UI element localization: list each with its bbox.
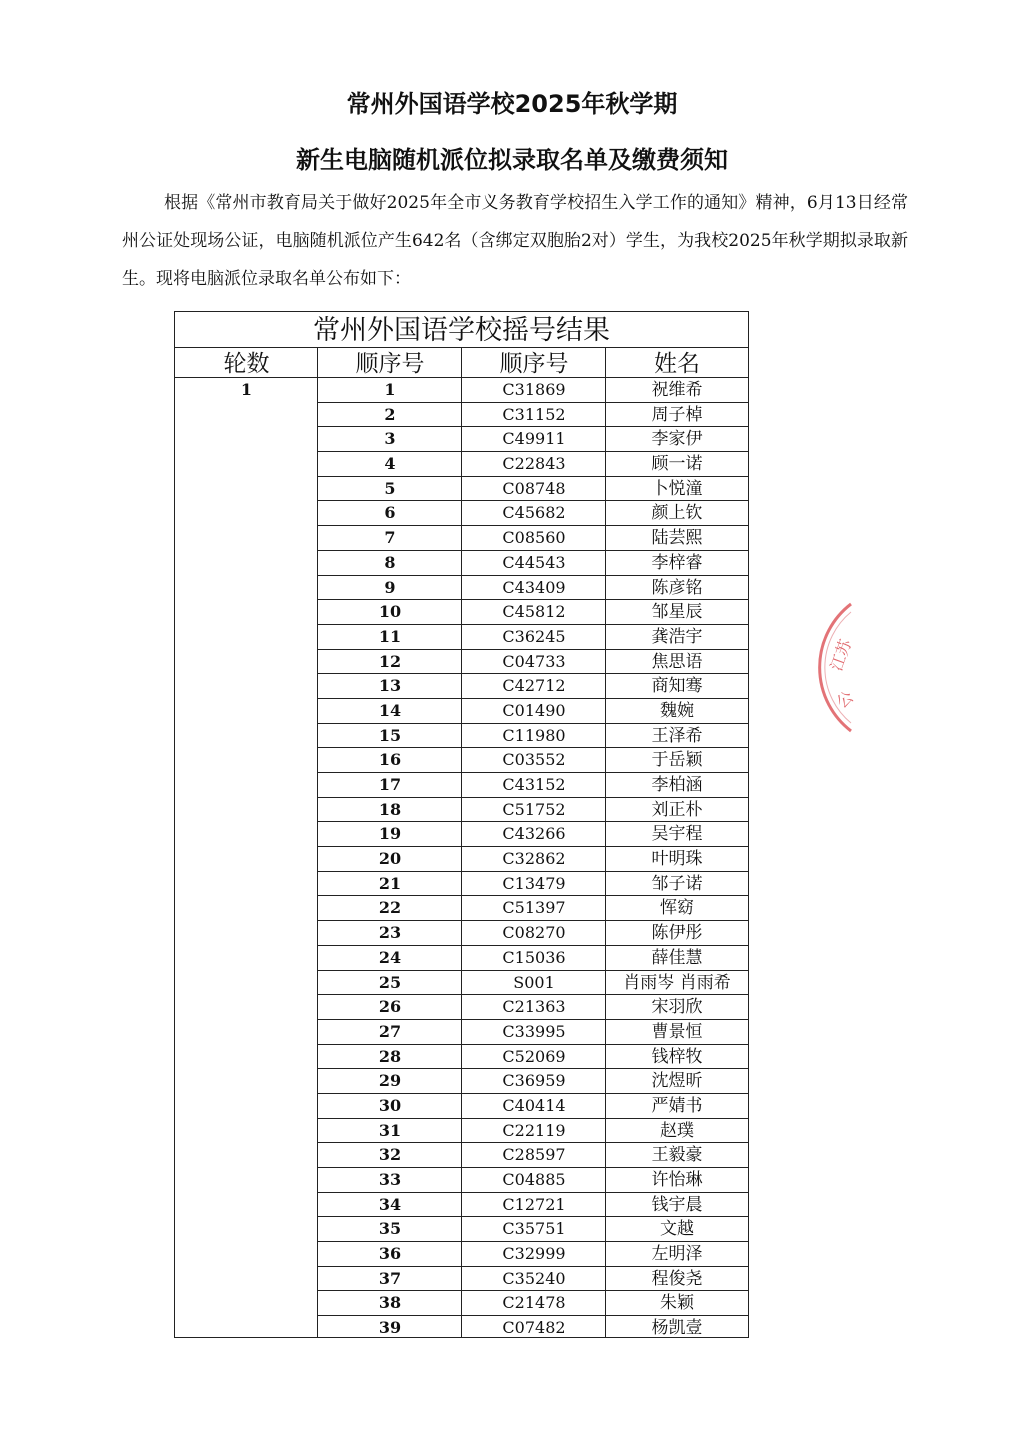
table-row <box>318 477 748 502</box>
sequence-number-cell: 4 <box>384 454 396 474</box>
sequence-number-cell: 25 <box>378 972 402 992</box>
table-row <box>318 600 748 625</box>
lottery-code-cell: C45682 <box>502 503 566 523</box>
sequence-number-cell: 37 <box>378 1268 402 1288</box>
student-name-cell: 宋羽欣 <box>651 997 703 1018</box>
lottery-code-cell: C21363 <box>502 997 566 1017</box>
sequence-number-cell: 2 <box>384 404 396 424</box>
lottery-code-cell: C51752 <box>502 799 566 819</box>
lottery-code-cell: C22119 <box>502 1120 566 1140</box>
lottery-code-cell: C43409 <box>502 577 566 597</box>
lottery-results-table <box>174 311 749 1338</box>
table-row <box>318 576 748 601</box>
sequence-number-cell: 6 <box>384 503 396 523</box>
lottery-code-cell: C04733 <box>502 651 566 671</box>
sequence-number-cell: 17 <box>378 775 402 794</box>
table-row <box>318 551 748 576</box>
table-row <box>318 403 748 428</box>
student-name-cell: 恽窈 <box>660 898 694 919</box>
lottery-code-cell: C01490 <box>502 700 566 720</box>
lottery-code-cell: C43266 <box>502 824 566 844</box>
student-name-cell: 陆芸熙 <box>651 528 703 549</box>
student-name-cell: 祝维希 <box>651 380 703 400</box>
lottery-code-cell: C44543 <box>502 552 566 572</box>
table-body <box>318 378 748 1341</box>
student-name-cell: 王泽希 <box>651 725 703 746</box>
sequence-number-cell: 13 <box>378 676 402 696</box>
intro-paragraph: 根据《常州市教育局关于做好2025年全市义务教育学校招生入学工作的通知》精神，6月13日经常州公证处现场公证，电脑随机派位产生642名（含绑定双胞胎2对）学生，为我校2025年秋学期拟录取新生。现将电脑派位录取名单公布如下： <box>122 193 908 289</box>
student-name-cell: 文越 <box>660 1219 694 1240</box>
student-name-cell: 顾一诺 <box>651 454 703 475</box>
table-row <box>318 1267 748 1292</box>
lottery-code-cell: C13479 <box>502 873 566 893</box>
student-name-cell: 商知骞 <box>651 676 703 697</box>
lottery-code-cell: C08560 <box>502 528 566 548</box>
sequence-number-cell: 22 <box>378 898 402 918</box>
sequence-number-cell: 11 <box>378 626 402 646</box>
lottery-code-cell: S001 <box>513 972 555 992</box>
lottery-code-cell: C03552 <box>502 750 566 770</box>
table-row <box>318 1069 748 1094</box>
student-name-cell: 陈伊彤 <box>651 923 703 944</box>
table-row <box>318 1094 748 1119</box>
lottery-code-cell: C35751 <box>502 1219 566 1239</box>
student-name-cell: 吴宇程 <box>651 824 703 845</box>
student-name-cell: 程俊尧 <box>651 1268 703 1289</box>
table-row <box>318 872 748 897</box>
table-row <box>318 650 748 675</box>
official-seal-stamp <box>805 600 858 735</box>
table-row <box>318 1193 748 1218</box>
sequence-number-cell: 31 <box>378 1120 402 1140</box>
sequence-number-cell: 33 <box>378 1170 402 1189</box>
student-name-cell: 肖雨岑 肖雨希 <box>623 972 731 993</box>
lottery-code-cell: C08270 <box>502 923 566 943</box>
sequence-number-cell: 10 <box>378 602 402 622</box>
lottery-code-cell: C32999 <box>502 1244 566 1264</box>
table-row <box>318 1316 748 1341</box>
student-name-cell: 周子棹 <box>651 404 703 425</box>
student-name-cell: 曹景恒 <box>651 1021 703 1042</box>
lottery-code-cell: C21478 <box>502 1293 566 1313</box>
lottery-code-cell: C40414 <box>502 1095 566 1115</box>
lottery-code-cell: C11980 <box>502 725 566 745</box>
student-name-cell: 于岳颖 <box>651 750 703 771</box>
sequence-number-cell: 24 <box>378 947 402 967</box>
sequence-number-cell: 8 <box>384 552 396 572</box>
table-row <box>318 501 748 526</box>
lottery-code-cell: C15036 <box>502 947 566 967</box>
table-row <box>318 526 748 551</box>
lottery-code-cell: C08748 <box>502 478 566 498</box>
document-subtitle: 新生电脑随机派位拟录取名单及缴费须知 <box>296 146 728 174</box>
sequence-number-cell: 20 <box>378 849 402 869</box>
lottery-code-cell: C32862 <box>502 849 566 869</box>
sequence-number-cell: 15 <box>378 725 402 745</box>
student-name-cell: 钱宇晨 <box>651 1194 703 1215</box>
round-number: 1 <box>240 380 253 399</box>
student-name-cell: 邹星辰 <box>651 602 703 623</box>
table-row <box>318 1045 748 1070</box>
student-name-cell: 沈煜昕 <box>651 1071 703 1092</box>
table-title: 常州外国语学校摇号结果 <box>175 312 748 348</box>
lottery-code-cell: C12721 <box>502 1194 566 1214</box>
lottery-code-cell: C49911 <box>502 429 566 449</box>
sequence-number-cell: 1 <box>384 380 396 399</box>
student-name-cell: 王毅豪 <box>651 1145 703 1166</box>
student-name-cell: 钱梓牧 <box>651 1046 703 1067</box>
student-name-cell: 颜上钦 <box>651 503 703 524</box>
header-sequence: 顺序号 <box>318 348 462 378</box>
student-name-cell: 许怡琳 <box>651 1170 703 1190</box>
table-row <box>318 995 748 1020</box>
sequence-number-cell: 28 <box>378 1046 402 1066</box>
table-row <box>318 798 748 823</box>
lottery-code-cell: C31152 <box>502 404 566 424</box>
student-name-cell: 李梓睿 <box>651 552 703 573</box>
sequence-number-cell: 30 <box>378 1095 402 1115</box>
sequence-number-cell: 12 <box>378 651 402 671</box>
sequence-number-cell: 36 <box>378 1244 402 1264</box>
lottery-code-cell: C36245 <box>502 626 566 646</box>
document-title: 常州外国语学校2025年秋学期 <box>346 90 678 118</box>
sequence-number-cell: 18 <box>378 799 402 819</box>
sequence-number-cell: 21 <box>378 873 402 893</box>
table-row <box>318 1242 748 1267</box>
student-name-cell: 杨凯壹 <box>651 1318 703 1339</box>
student-name-cell: 龚浩宇 <box>651 626 703 647</box>
student-name-cell: 李柏涵 <box>651 775 703 795</box>
header-code: 顺序号 <box>462 348 606 378</box>
sequence-number-cell: 3 <box>384 429 396 449</box>
student-name-cell: 赵璞 <box>660 1120 694 1141</box>
svg-text:公: 公 <box>832 687 858 712</box>
table-row <box>318 896 748 921</box>
sequence-number-cell: 14 <box>378 700 402 720</box>
student-name-cell: 朱颖 <box>660 1293 694 1314</box>
sequence-number-cell: 35 <box>378 1219 402 1239</box>
lottery-code-cell: C33995 <box>502 1021 566 1041</box>
table-row <box>318 921 748 946</box>
table-row <box>318 427 748 452</box>
svg-text:江苏: 江苏 <box>826 636 856 674</box>
sequence-number-cell: 23 <box>378 923 402 943</box>
lottery-code-cell: C04885 <box>502 1170 566 1189</box>
lottery-code-cell: C22843 <box>502 454 566 474</box>
sequence-number-cell: 16 <box>378 750 402 770</box>
table-row <box>318 724 748 749</box>
student-name-cell: 焦思语 <box>651 651 703 672</box>
student-name-cell: 严婧书 <box>651 1095 703 1116</box>
student-name-cell: 叶明珠 <box>651 849 703 870</box>
sequence-number-cell: 7 <box>384 528 396 548</box>
table-row <box>318 822 748 847</box>
student-name-cell: 薛佳慧 <box>651 947 703 968</box>
lottery-code-cell: C36959 <box>502 1071 566 1091</box>
student-name-cell: 左明泽 <box>651 1244 703 1265</box>
lottery-code-cell: C07482 <box>502 1318 566 1338</box>
sequence-number-cell: 19 <box>378 824 402 844</box>
table-row <box>318 378 748 403</box>
table-row <box>318 699 748 724</box>
lottery-code-cell: C28597 <box>502 1145 566 1165</box>
sequence-number-cell: 38 <box>378 1293 402 1313</box>
header-name: 姓名 <box>606 348 748 378</box>
student-name-cell: 卜悦潼 <box>651 478 703 499</box>
lottery-code-cell: C52069 <box>502 1046 566 1066</box>
table-row <box>318 847 748 872</box>
student-name-cell: 陈彦铭 <box>651 577 703 598</box>
table-row <box>318 748 748 773</box>
student-name-cell: 李家伊 <box>651 429 703 450</box>
lottery-code-cell: C43152 <box>502 775 566 794</box>
sequence-number-cell: 26 <box>378 997 402 1017</box>
table-row <box>318 452 748 477</box>
lottery-code-cell: C51397 <box>502 898 566 918</box>
table-row <box>318 1291 748 1316</box>
table-row <box>318 1020 748 1045</box>
table-row <box>318 1119 748 1144</box>
sequence-number-cell: 34 <box>378 1194 402 1214</box>
student-name-cell: 刘正朴 <box>651 799 703 820</box>
table-row <box>318 674 748 699</box>
sequence-number-cell: 32 <box>378 1145 402 1165</box>
sequence-number-cell: 29 <box>378 1071 402 1091</box>
sequence-number-cell: 27 <box>378 1021 402 1041</box>
header-round: 轮数 <box>175 348 318 378</box>
table-row <box>318 625 748 650</box>
table-row <box>318 773 748 798</box>
lottery-code-cell: C35240 <box>502 1268 566 1288</box>
lottery-code-cell: C45812 <box>502 602 566 622</box>
student-name-cell: 魏婉 <box>660 700 694 721</box>
student-name-cell: 邹子诺 <box>651 873 703 894</box>
table-row <box>318 971 748 996</box>
table-row <box>318 1143 748 1168</box>
table-row <box>318 1217 748 1242</box>
table-row <box>318 1168 748 1193</box>
sequence-number-cell: 5 <box>384 478 396 498</box>
table-row <box>318 946 748 971</box>
sequence-number-cell: 9 <box>384 577 396 597</box>
sequence-number-cell: 39 <box>378 1318 402 1338</box>
lottery-code-cell: C42712 <box>502 676 566 696</box>
lottery-code-cell: C31869 <box>502 380 566 399</box>
